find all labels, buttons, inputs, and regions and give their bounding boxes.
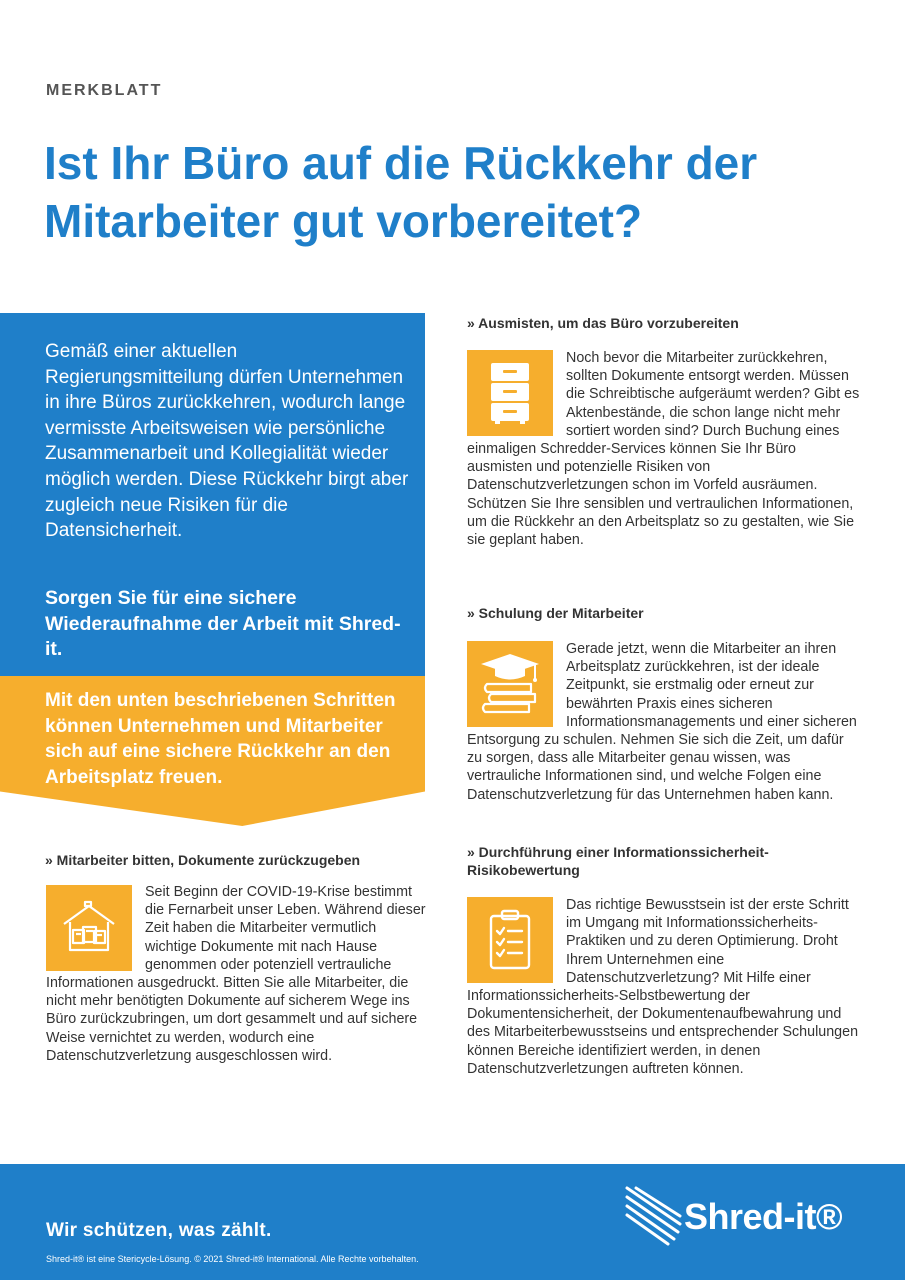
page-title: Ist Ihr Büro auf die Rückkehr der Mitarbeiter gut vorbereitet? xyxy=(44,137,758,247)
section-return-docs-body xyxy=(46,883,426,1065)
section-return-docs-text: Seit Beginn der COVID-19-Krise bestimmt die Fernarbeit unser Leben. Während dieser Zeit haben die Mitarbeiter vermutlich wichtige Dokumente mit nach Hause genommen oder potenziell vertrauliche Informationen ausgedruckt. Bitten Sie alle Mitarbeiter, die nicht mehr benötigten Dokumente auf sicherem Wege ins Büro zurückzubringen, um dort gesammelt und auf sichere Weise vernichtet zu werden, wodurch eine Datenschutzverletzung ausgeschlossen wird. xyxy=(46,884,426,1064)
section-declutter-text: Noch bevor die Mitarbeiter zurückkehren, sollten Dokumente entsorgt werden. Müssen die Schreibtische aufgeräumt werden? Gibt es Aktenbestände, die schon lange nicht mehr sortiert worden sind? Durch Buchung eines einmaligen Schredder-Services können Sie Ihr Büro ausmisten und potenzielle Risiken von Datenschutzverletzungen schon im Vorfeld ausräumen. Schützen Sie Ihre sensiblen und vertraulichen Informationen, um die Rückkehr an den Arbeitsplatz so zu gestalten, wie Sie sie geplant haben. xyxy=(467,350,860,549)
section-declutter-body xyxy=(467,349,862,549)
section-training-body xyxy=(467,640,862,804)
footer-tagline: Wir schützen, was zählt. xyxy=(46,1220,272,1241)
section-risk-title: » Durchführung einer Informationssicherheit-Risikobewertung xyxy=(467,844,769,878)
section-return-docs-title: » Mitarbeiter bitten, Dokumente zurückzugeben xyxy=(45,852,361,868)
section-training-title: » Schulung der Mitarbeiter xyxy=(467,605,644,621)
intro-strong: Sorgen Sie für eine sichere Wiederaufnahme der Arbeit mit Shred-it. xyxy=(45,587,401,660)
section-risk-body xyxy=(467,896,862,1078)
footer-copyright: Shred-it® ist eine Stericycle-Lösung. © 2021 Shred-it® International. Alle Rechte vorbehalten. xyxy=(46,1254,419,1264)
section-declutter-title: » Ausmisten, um das Büro vorzubereiten xyxy=(467,315,739,331)
section-risk-text: Das richtige Bewusstsein ist der erste Schritt im Umgang mit Informationssicherheits-Praktiken und zu deren Optimierung. Droht Ihrem Unternehmen eine Datenschutzverletzung? Mit Hilfe einer Informationssicherheits-Selbstbewertung der Dokumentensicherheit, der Dokumentenaufbewahrung und des Mitarbeiterbewusstseins und entsprechender Schulungen können Bereiche identifiziert werden, in denen Datenschutzverletzungen auftreten können. xyxy=(467,897,859,1077)
logo-wordmark: Shred-it® xyxy=(684,1196,843,1237)
callout-text: Mit den unten beschriebenen Schritten können Unternehmen und Mitarbeiter sich auf eine sichere Rückkehr an den Arbeitsplatz freuen. xyxy=(45,690,396,788)
section-training-text: Gerade jetzt, wenn die Mitarbeiter an ihren Arbeitsplatz zurückkehren, ist der ideale Zeitpunkt, sie erstmalig oder erneut zur bewährten Praxis eines sicheren Informationsmanagements und einer sicheren Entsorgung zu schulen. Nehmen Sie sich die Zeit, um dafür zu sorgen, dass alle Mitarbeiter genau wissen, was vertrauliche Informationen sind, und welche Folgen eine Datenschutzverletzung für das Unternehmen haben kann. xyxy=(467,641,857,803)
kicker: MERKBLATT xyxy=(46,82,163,99)
intro-text: Gemäß einer aktuellen Regierungsmitteilung dürfen Unternehmen in ihre Büros zurückkehren, wodurch lange vermisste Arbeitsweisen wie persönliche Zusammenarbeit und Kollegialität wieder möglich werden. Diese Rückkehr birgt aber zugleich neue Risiken für die Datensicherheit. xyxy=(45,341,409,542)
